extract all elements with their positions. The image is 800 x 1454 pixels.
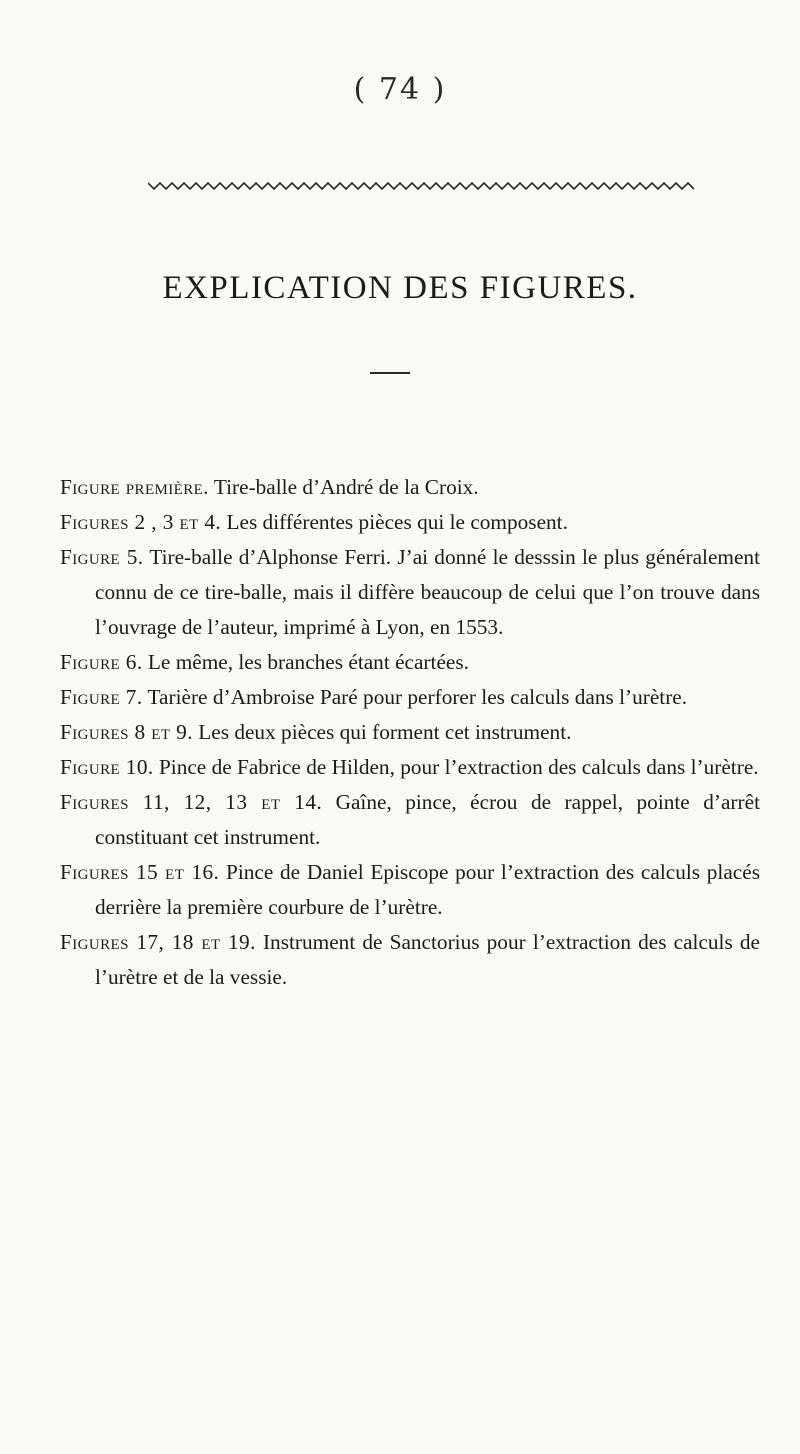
figure-description: Tire-balle d’Alphonse Ferri. J’ai donné le desssin le plus généralement connu de ce tire-balle, mais il diffère beaucoup de celui que l’on trouve dans l’ouvrage de l’auteur, imprimé à Lyon, en 1553. — [95, 545, 760, 639]
short-divider — [370, 372, 410, 374]
figure-label: Figure 10. — [60, 755, 154, 779]
figure-label: Figure 6. — [60, 650, 143, 674]
figure-label: Figure 5. — [60, 545, 144, 569]
figure-label: Figures 8 et 9. — [60, 720, 193, 744]
list-item — [60, 680, 760, 715]
list-item — [60, 470, 760, 505]
figure-description: Le même, les branches étant écartées. — [142, 650, 469, 674]
list-item — [60, 785, 760, 855]
figure-description: Les différentes pièces qui le composent. — [221, 510, 568, 534]
figure-label: Figures 2 , 3 et 4. — [60, 510, 222, 534]
figure-description: Instrument de Sanctorius pour l’extraction des calculs de l’urètre et de la vessie. — [95, 930, 761, 989]
list-item — [60, 925, 760, 995]
ornamental-rule — [148, 180, 696, 192]
figure-description: Tire-balle d’André de la Croix. — [208, 475, 479, 499]
list-item — [60, 645, 760, 680]
figure-label: Figures 11, 12, 13 et 14. — [60, 790, 323, 814]
figure-description: Pince de Fabrice de Hilden, pour l’extraction des calculs dans l’urètre. — [153, 755, 759, 779]
list-item — [60, 540, 760, 645]
figure-description: Gaîne, pince, écrou de rappel, pointe d’arrêt constituant cet instrument. — [95, 790, 760, 849]
list-item — [60, 505, 760, 540]
section-heading: EXPLICATION DES FIGURES. — [162, 270, 638, 306]
figure-label: Figure première. — [60, 475, 209, 499]
list-item — [60, 715, 760, 750]
figure-label: Figures 17, 18 et 19. — [60, 930, 256, 954]
figure-description: Tarière d’Ambroise Paré pour perforer les calculs dans l’urètre. — [142, 685, 688, 709]
figure-label: Figures 15 et 16. — [60, 860, 220, 884]
list-item — [60, 750, 760, 785]
list-item — [60, 855, 760, 925]
figure-label: Figure 7. — [60, 685, 143, 709]
figure-description: Pince de Daniel Episcope pour l’extraction des calculs placés derrière la première courbure de l’urètre. — [95, 860, 760, 919]
page-number: ( 74 ) — [353, 72, 447, 107]
figure-description: Les deux pièces qui forment cet instrument. — [192, 720, 572, 744]
figure-explanations-list — [60, 470, 760, 995]
